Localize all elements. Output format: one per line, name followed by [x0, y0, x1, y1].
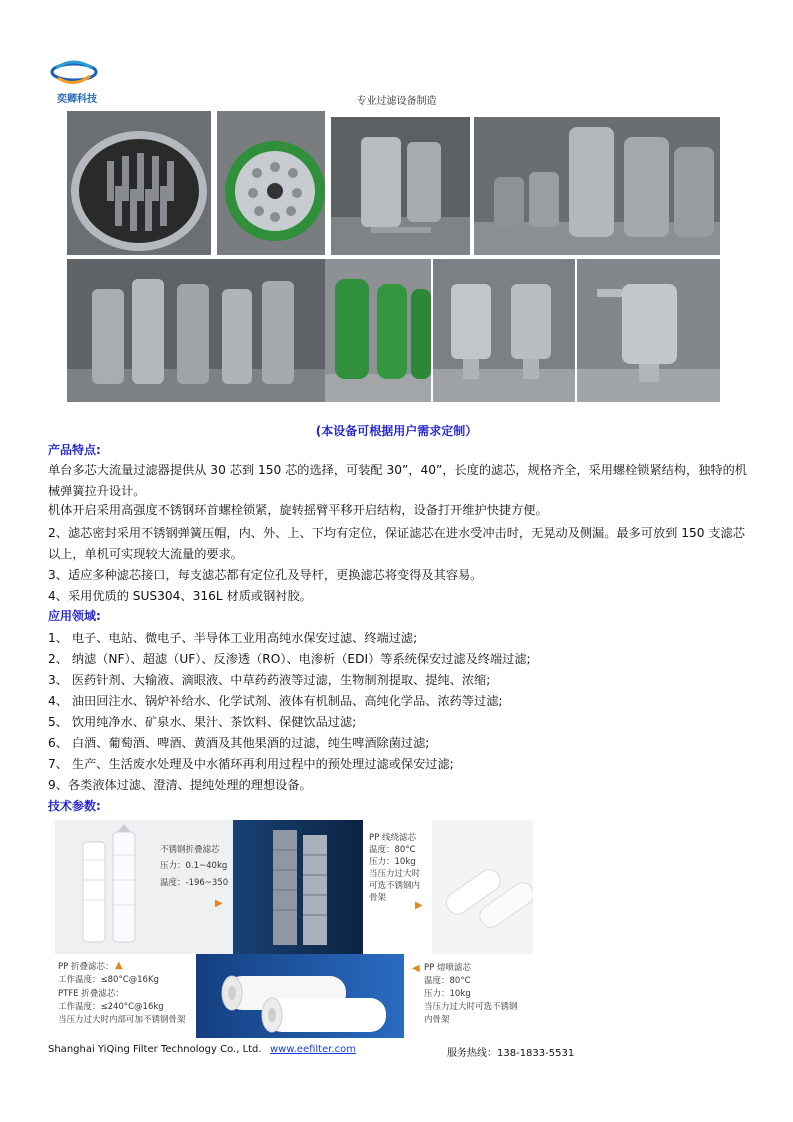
photo-workshop-filters-3: [67, 259, 325, 402]
photo-bag-filters: [433, 259, 575, 402]
pp-wound-title: PP 线绕滤芯: [369, 833, 416, 843]
header-title: 专业过滤设备制造: [356, 96, 437, 107]
logo-text: 奕卿科技: [57, 94, 97, 105]
application-item: 7、 生产、生活废水处理及中水循环再利用过程中的预处理过滤或保安过滤;: [48, 757, 454, 771]
application-item: 4、 油田回注水、锅炉补给水、化学试剂、液体有机制品、高纯化学品、浓药等过滤;: [48, 694, 503, 708]
stainless-label-temp: 温度：-196~350: [160, 878, 229, 888]
feature-paragraph-5: 4、采用优质的 SUS304、316L 材质或钢衬胶。: [48, 589, 312, 603]
stainless-label-pressure: 压力：0.1~40kg: [160, 861, 228, 871]
application-item: 6、 白酒、葡萄酒、啤酒、黄酒及其他果酒的过滤，纯生啤酒除菌过滤;: [48, 736, 430, 750]
feature-paragraph-4: 3、适应多种滤芯接口，每支滤芯都有定位孔及导杆，更换滤芯将变得及其容易。: [48, 568, 483, 582]
footer-company: Shanghai YiQing Filter Technology Co., Ltd.: [48, 1044, 262, 1055]
features-heading: 产品特点:: [48, 443, 101, 457]
feature-paragraph-1: 单台多芯大流量过滤器提供从 30 芯到 150 芯的选择，可装配 30”，40”，长度的滤芯，规格齐全，采用螺栓锁紧结构，独特的机械弹簧拉升设计。: [48, 463, 747, 498]
applications-heading: 应用领域:: [48, 609, 101, 623]
pp-meltblown-temp: 温度：80°C: [424, 976, 471, 986]
pp-wound-note-1: 当压力过大时: [369, 869, 421, 879]
application-item: 3、 医药针剂、大输液、滴眼液、中草药药液等过滤，生物制剂提取、提纯、浓缩;: [48, 673, 491, 687]
footer-website-link[interactable]: www.eefilter.com: [270, 1044, 356, 1055]
arrow-right-icon: ▶: [215, 898, 223, 909]
footer-hotline: 服务热线：138-1833-5531: [447, 1048, 575, 1059]
ptfe-temp: 工作温度：≤240°C@16kg: [58, 1002, 164, 1012]
tech-heading: 技术参数:: [48, 799, 101, 813]
photo-workshop-filters-1: [331, 117, 470, 255]
feature-paragraph-3: 2、滤芯密封采用不锈钢弹簧压帽，内、外、上、下均有定位，保证滤芯在进水受冲击时，无晃动及侧漏。最多可放到 150 支滤芯以上，单机可实现较大流量的要求。: [48, 526, 745, 561]
pp-wound-temp: 温度：80°C: [369, 845, 416, 855]
photo-bag-filter-single: [577, 259, 720, 402]
application-item: 9、各类液体过滤、澄清、提纯处理的理想设备。: [48, 778, 312, 792]
pp-wound-pressure: 压力：10kg: [369, 857, 416, 867]
ptfe-title: PTFE 折叠滤芯：: [58, 989, 124, 999]
photo-workshop-filters-2: [474, 117, 720, 255]
feature-paragraph-2: 机体开启采用高强度不锈钢环首螺栓锁紧，旋转摇臂平移开启结构，设备打开维护快捷方便。: [48, 503, 548, 517]
pp-meltblown-note-2: 内骨架: [424, 1015, 450, 1025]
pp-meltblown-title: PP 熔喷滤芯: [424, 963, 471, 973]
panel-pp-wound-cartridges: [432, 820, 533, 954]
pp-meltblown-pressure: 压力：10kg: [424, 989, 471, 999]
pp-pleated-temp: 工作温度：≤80°C@16Kg: [58, 975, 159, 985]
pp-meltblown-note-1: 当压力过大时可选不锈钢: [424, 1002, 518, 1012]
application-item: 1、 电子、电站、微电子、半导体工业用高纯水保安过滤、终端过滤;: [48, 631, 418, 645]
panel-meltblown-cartridges: [196, 954, 404, 1038]
photo-filter-interior: [67, 111, 211, 255]
pp-pleated-title: PP 折叠滤芯：: [58, 962, 114, 972]
arrow-up-icon: ▲: [115, 960, 123, 971]
pp-wound-note-3: 骨架: [369, 893, 387, 903]
customization-note: (本设备可根据用户需求定制）: [315, 424, 478, 438]
application-item: 2、 纳滤（NF）、超滤（UF）、反渗透（RO）、电渗析（EDI）等系统保安过滤及终端过滤;: [48, 652, 531, 666]
pleated-note: 当压力过大时内部可加不锈钢骨架: [58, 1015, 186, 1025]
application-item: 5、 饮用纯净水、矿泉水、果汁、茶饮料、保健饮品过滤;: [48, 715, 357, 729]
pp-wound-note-2: 可选不锈钢内: [369, 881, 421, 891]
arrow-right-icon: ▶: [415, 900, 423, 911]
arrow-left-icon: ◀: [412, 963, 420, 974]
panel-stainless-cartridges: [233, 820, 363, 954]
stainless-label-title: 不锈钢折叠滤芯: [160, 845, 220, 855]
photo-green-filter-plate: [217, 111, 325, 255]
photo-green-tanks: [325, 259, 431, 402]
